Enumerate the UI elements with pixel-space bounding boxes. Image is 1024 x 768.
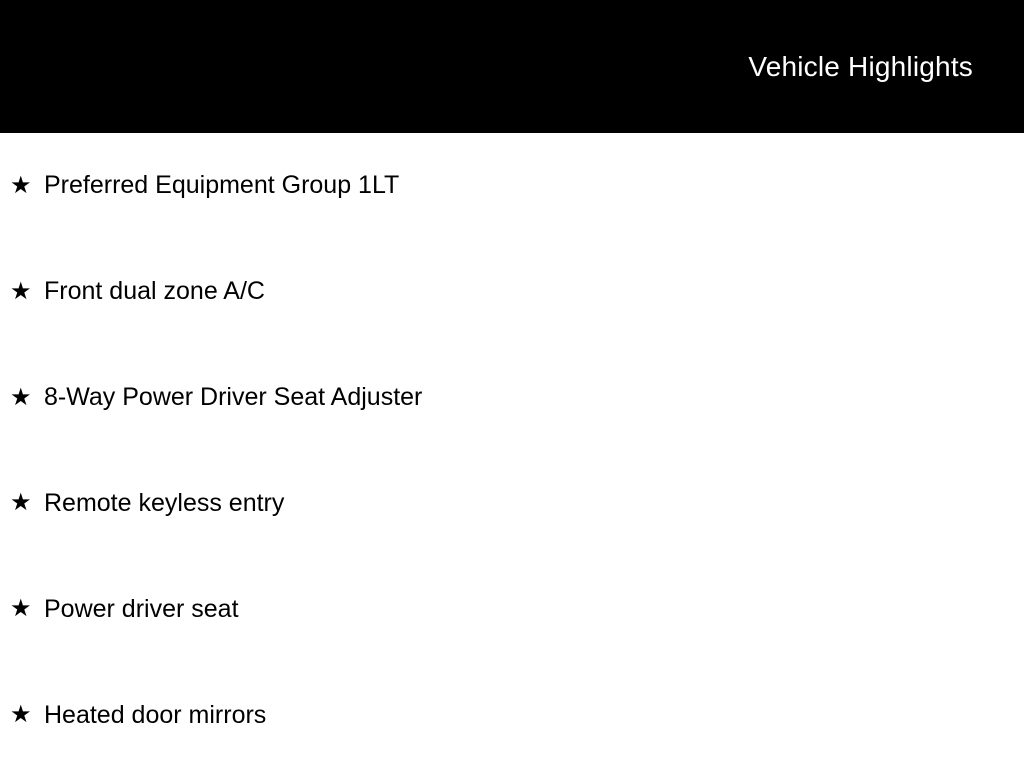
star-icon: ★ — [10, 383, 32, 411]
list-item — [0, 662, 1024, 768]
list-item-label: Heated door mirrors — [44, 700, 267, 729]
list-item — [0, 556, 1024, 662]
list-item — [0, 133, 1024, 239]
list-item — [0, 345, 1024, 451]
star-icon: ★ — [10, 701, 32, 729]
star-icon: ★ — [10, 171, 32, 199]
list-item — [0, 450, 1024, 556]
header-bar — [0, 0, 1024, 133]
list-item-label: Front dual zone A/C — [44, 277, 265, 306]
list-item-label: 8-Way Power Driver Seat Adjuster — [44, 383, 423, 412]
vehicle-highlights-list — [0, 133, 1024, 768]
page-title: Vehicle Highlights — [748, 50, 973, 82]
star-icon: ★ — [10, 277, 32, 305]
star-icon: ★ — [10, 595, 32, 623]
list-item-label: Power driver seat — [44, 594, 239, 623]
list-item — [0, 239, 1024, 345]
list-item-label: Preferred Equipment Group 1LT — [44, 171, 400, 200]
list-item-label: Remote keyless entry — [44, 488, 285, 517]
star-icon: ★ — [10, 489, 32, 517]
